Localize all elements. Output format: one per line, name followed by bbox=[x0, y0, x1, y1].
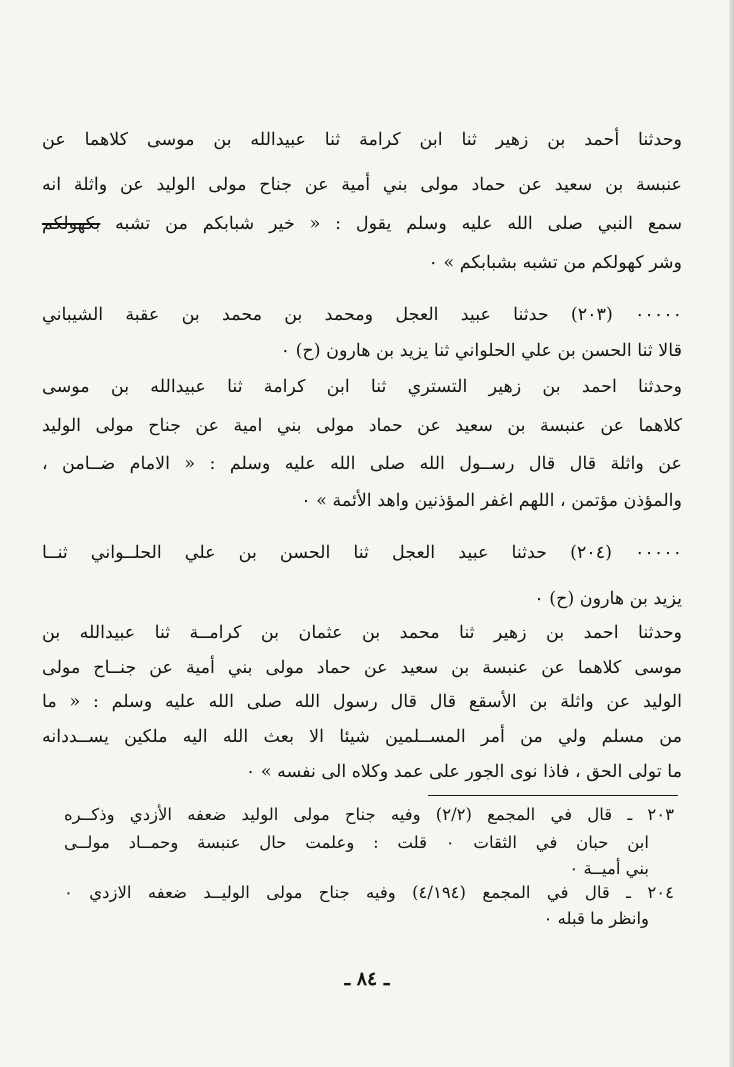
body-line-17: ما تولى الحق ، فاذا نوى الجور على عمد وكلاه الى نفسه » ٠ bbox=[245, 762, 682, 782]
body-line-12: يزيد بن هارون (ح) ٠ bbox=[534, 589, 682, 609]
body-line-9: عن واثلة قال قال رســول الله صلى الله عليه وسلم : « الامام ضــامن ، bbox=[42, 454, 682, 474]
scan-edge bbox=[729, 0, 734, 1067]
struck-word: بكهولكم bbox=[42, 214, 101, 234]
body-line-8: كلاهما عن عنبسة بن سعيد عن حماد مولى بني امية عن جناح مولى الوليد bbox=[42, 416, 682, 436]
page-number: ـ ٨٤ ـ bbox=[344, 968, 390, 990]
hadith-203-heading: ٠٠٠٠٠ (٢٠٣) حدثنا عبيد العجل ومحمد بن محمد بن عقبة الشيباني bbox=[42, 305, 682, 325]
body-line-1: وحدثنا أحمد بن زهير ثنا ابن كرامة ثنا عبيدالله بن موسى كلاهما عن bbox=[42, 130, 682, 150]
body-line-6: قالا ثنا الحسن بن علي الحلواني ثنا يزيد بن هارون (ح) ٠ bbox=[280, 341, 682, 361]
body-line-2: عنبسة بن سعيد عن حماد مولى بني أمية عن جناح مولى الوليد عن واثلة انه bbox=[42, 175, 682, 195]
body-line-3-text: سمع النبي صلى الله عليه وسلم يقول : « خير شبابكم من تشبه bbox=[115, 214, 682, 234]
body-line-7: وحدثنا احمد بن زهير التستري ثنا ابن كرامة ثنا عبيدالله بن موسى bbox=[42, 377, 682, 397]
footnote-203-line-2: ابن حبان في الثقات ٠ قلت : وعلمت حال عنبسة وحمــاد مولــى bbox=[64, 833, 649, 852]
body-line-14: موسى كلاهما عن عنبسة بن سعيد عن حماد مولى بني أمية عن جنــاح مولى bbox=[42, 658, 682, 678]
body-line-16: من مسلم ولي من أمر المســلمين شيئا الا بعث الله اليه ملكين يســددانه bbox=[42, 727, 682, 747]
footnote-204-line-1: ٢٠٤ ـ قال في المجمع (٤/١٩٤) وفيه جناح مولى الوليــد ضعفه الازدي ٠ bbox=[64, 883, 674, 902]
body-line-4: وشر كهولكم من تشبه بشبابكم » ٠ bbox=[428, 253, 682, 273]
body-line-13: وحدثنا احمد بن زهير ثنا محمد بن عثمان بن كرامــة ثنا عبيدالله بن bbox=[42, 623, 682, 643]
footnote-203-line-1: ٢٠٣ ـ قال في المجمع (٢/٢) وفيه جناح مولى الوليد ضعفه الأزدي وذكــره bbox=[64, 805, 674, 824]
footnote-separator bbox=[428, 795, 678, 796]
footnote-203-line-3: بني أميــة ٠ bbox=[569, 859, 649, 878]
hadith-204-heading: ٠٠٠٠٠ (٢٠٤) حدثنا عبيد العجل ثنا الحسن بن علي الحلــواني ثنــا bbox=[42, 543, 682, 563]
body-line-15: الوليد عن واثلة بن الأسقع قال قال رسول الله صلى الله عليه وسلم : « ما bbox=[42, 692, 682, 712]
body-line-3 bbox=[42, 209, 682, 239]
footnote-204-line-2: وانظر ما قبله ٠ bbox=[543, 909, 649, 928]
body-line-10: والمؤذن مؤتمن ، اللهم اغفر المؤذنين واهد الأئمة » ٠ bbox=[301, 491, 682, 511]
